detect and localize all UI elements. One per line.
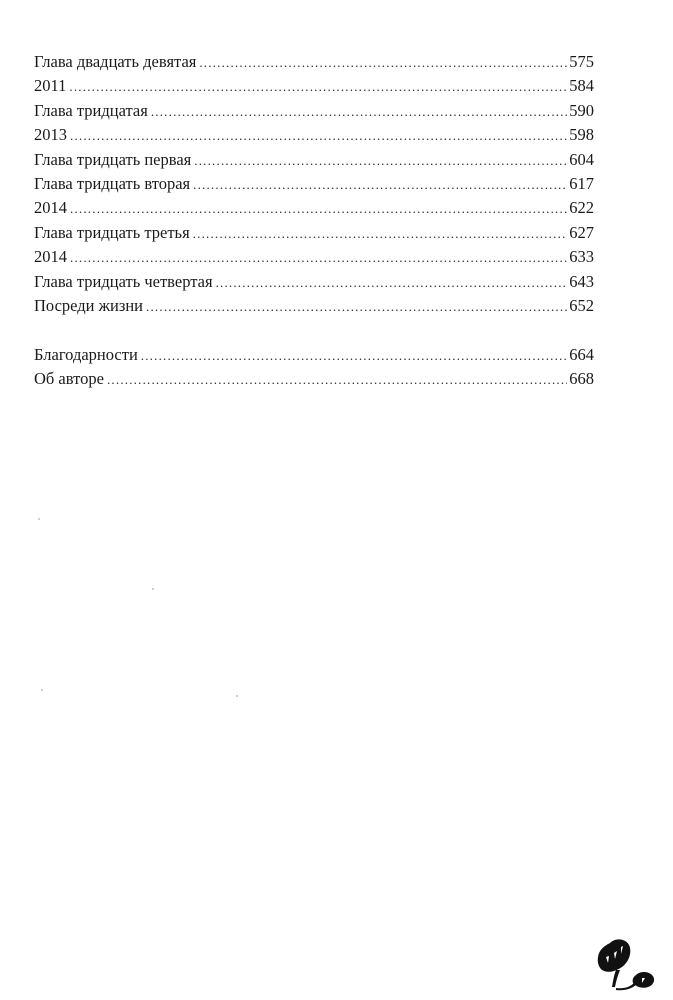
table-of-contents-back-matter <box>34 343 594 392</box>
toc-entry-page: 604 <box>569 149 594 169</box>
paper-speck <box>38 518 40 520</box>
toc-entry-page: 622 <box>569 198 594 218</box>
paper-speck <box>41 689 43 691</box>
toc-entry-page: 668 <box>569 369 594 389</box>
toc-dot-leader <box>151 100 567 124</box>
toc-entry[interactable] <box>34 245 594 269</box>
toc-entry-title: Посреди жизни <box>34 295 144 315</box>
paper-speck <box>236 695 238 697</box>
toc-entry[interactable] <box>34 148 594 172</box>
toc-entry-title: 2014 <box>34 247 67 267</box>
toc-dot-leader <box>194 149 567 173</box>
toc-dot-leader <box>193 222 568 246</box>
toc-entry-title: 2013 <box>34 125 67 145</box>
toc-entry[interactable] <box>34 50 594 74</box>
toc-dot-leader <box>216 271 568 295</box>
toc-entry-page: 617 <box>569 173 594 193</box>
toc-entry-title: Глава тридцать третья <box>34 222 190 242</box>
toc-dot-leader <box>107 368 567 392</box>
toc-dot-leader <box>141 344 567 368</box>
toc-entry-page: 652 <box>569 295 594 315</box>
toc-entry[interactable] <box>34 221 594 245</box>
toc-entry-title: 2014 <box>34 198 67 218</box>
ginkgo-leaf-icon <box>596 937 662 995</box>
toc-dot-leader <box>146 295 567 319</box>
toc-entry-title: Глава тридцать вторая <box>34 173 191 193</box>
toc-dot-leader <box>193 173 567 197</box>
toc-entry-page: 598 <box>569 125 594 145</box>
toc-entry-title: Глава тридцатая <box>34 100 148 120</box>
toc-entry-page: 627 <box>569 222 594 242</box>
toc-dot-leader <box>70 246 567 270</box>
toc-entry[interactable] <box>34 123 594 147</box>
toc-entry-page: 664 <box>569 345 594 364</box>
toc-dot-leader <box>199 51 567 75</box>
toc-entry[interactable] <box>34 172 594 196</box>
toc-entry[interactable] <box>34 196 594 220</box>
toc-entry-page: 584 <box>569 76 594 96</box>
toc-dot-leader <box>70 124 567 148</box>
paper-speck <box>152 588 154 590</box>
toc-entry-title: Глава двадцать девятая <box>34 52 197 71</box>
toc-entry-page: 575 <box>569 52 594 71</box>
toc-entry-title: Благодарности <box>34 345 138 364</box>
toc-entry[interactable] <box>34 74 594 98</box>
toc-entry-page: 633 <box>569 247 594 267</box>
toc-dot-leader <box>69 75 567 99</box>
toc-entry[interactable] <box>34 99 594 123</box>
toc-entry-title: Глава тридцать первая <box>34 149 192 169</box>
toc-entry-page: 590 <box>569 100 594 120</box>
toc-entry[interactable] <box>34 343 594 367</box>
toc-entry-title: Глава тридцать четвертая <box>34 271 213 291</box>
toc-entry[interactable] <box>34 270 594 294</box>
toc-entry-title: Об авторе <box>34 369 104 389</box>
toc-dot-leader <box>70 197 567 221</box>
toc-entry-title: 2011 <box>34 76 67 96</box>
toc-entry-page: 643 <box>569 271 594 291</box>
table-of-contents <box>34 50 594 318</box>
toc-entry[interactable] <box>34 294 594 318</box>
toc-entry[interactable] <box>34 367 594 391</box>
